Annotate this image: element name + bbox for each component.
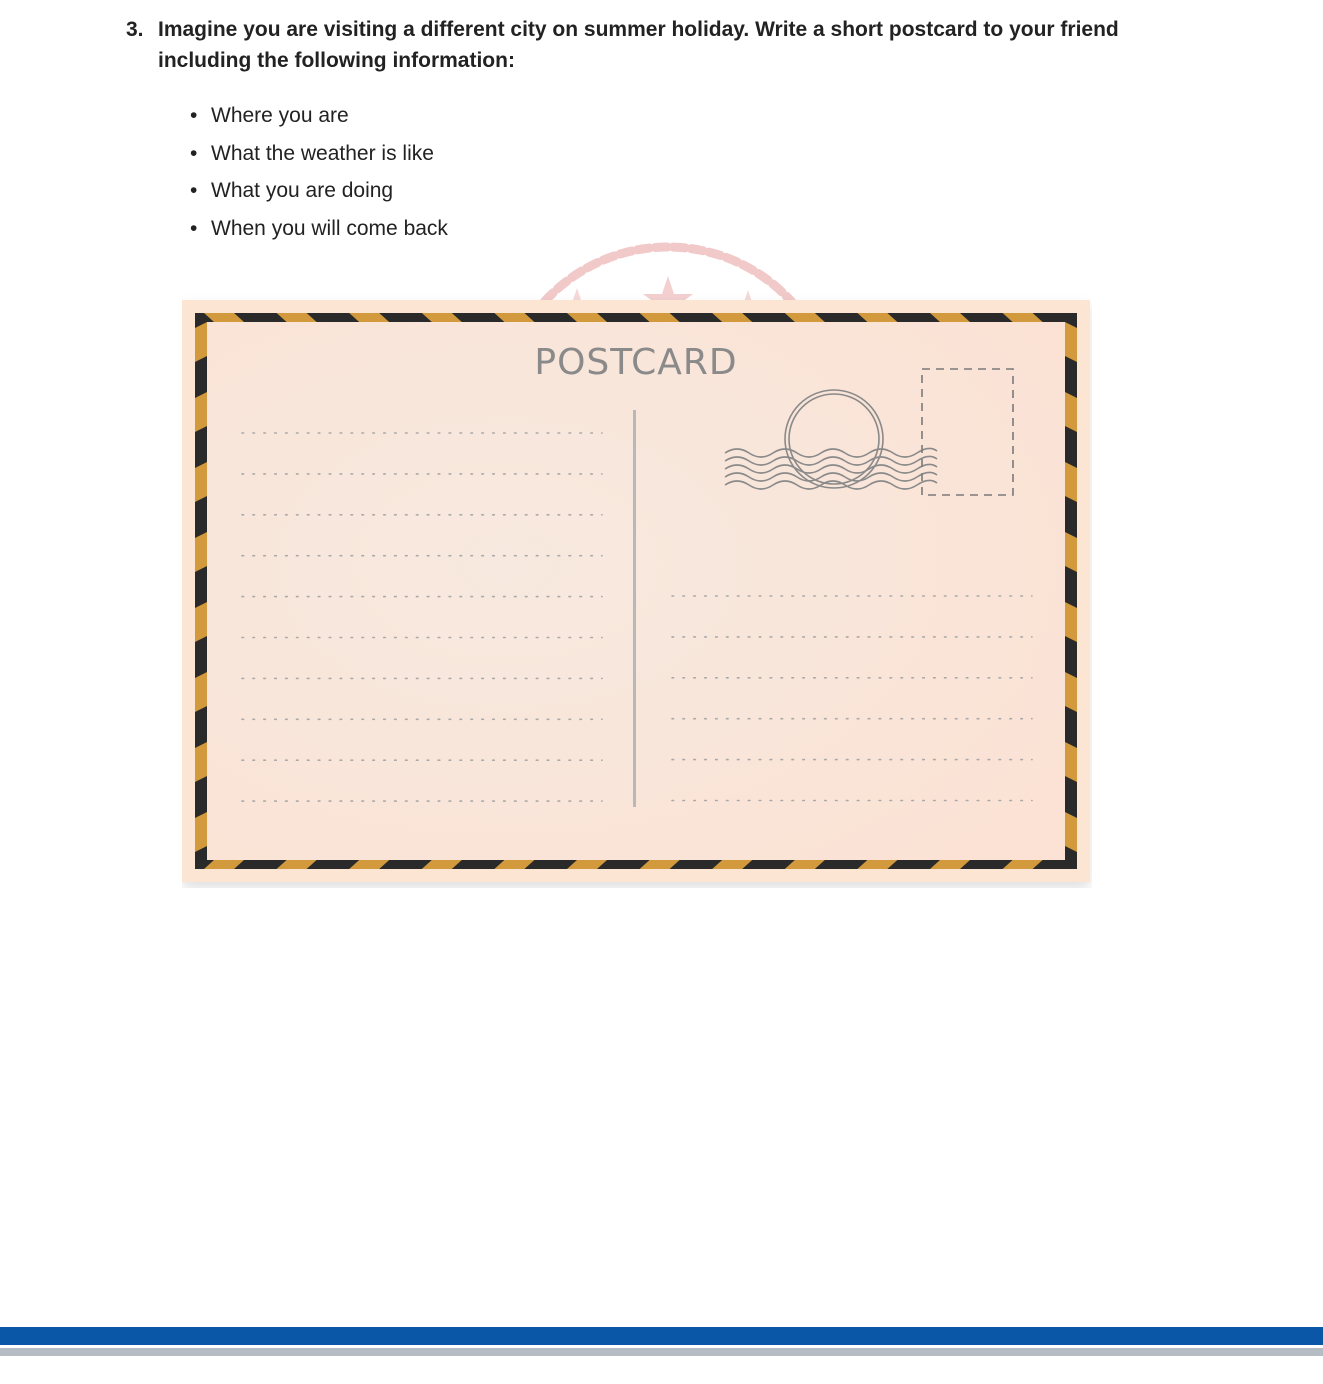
border-stripe [195, 812, 207, 852]
list-item [190, 175, 448, 213]
border-stripe [195, 672, 207, 712]
list-item [190, 138, 448, 176]
border-stripe [195, 742, 207, 782]
border-stripe [195, 532, 207, 572]
border-stripe [1065, 462, 1077, 502]
border-stripe [195, 462, 207, 502]
border-stripe [1065, 602, 1077, 642]
bullet-icon: • [190, 216, 198, 240]
divider-line [633, 410, 636, 807]
bullet-list [190, 100, 448, 250]
list-item-text: Where you are [211, 104, 349, 127]
postcard-graphic [182, 238, 1092, 888]
footer-rule [0, 1348, 1323, 1356]
list-item-text: What you are doing [211, 179, 394, 203]
border-stripe [1065, 672, 1077, 712]
question-text: Imagine you are visiting a different city on summer holiday. Write a short postcard to your friend including the following information: [158, 18, 1119, 72]
postcard [182, 238, 1092, 888]
postcard-title: POSTCARD [534, 342, 738, 383]
border-stripe [1065, 392, 1077, 432]
question-number: 3. [126, 18, 144, 41]
list-item [190, 100, 448, 138]
bullet-icon: • [190, 104, 198, 127]
border-stripe [195, 602, 207, 642]
list-item-text: When you will come back [211, 216, 448, 240]
border-stripe [195, 392, 207, 432]
border-stripe [1065, 532, 1077, 572]
footer-bar [0, 1327, 1323, 1345]
bullet-icon: • [190, 179, 198, 203]
question [126, 14, 1206, 76]
border-stripe [1065, 742, 1077, 782]
list-item-text: What the weather is like [211, 141, 434, 165]
bullet-icon: • [190, 141, 198, 165]
border-stripe [1065, 812, 1077, 852]
